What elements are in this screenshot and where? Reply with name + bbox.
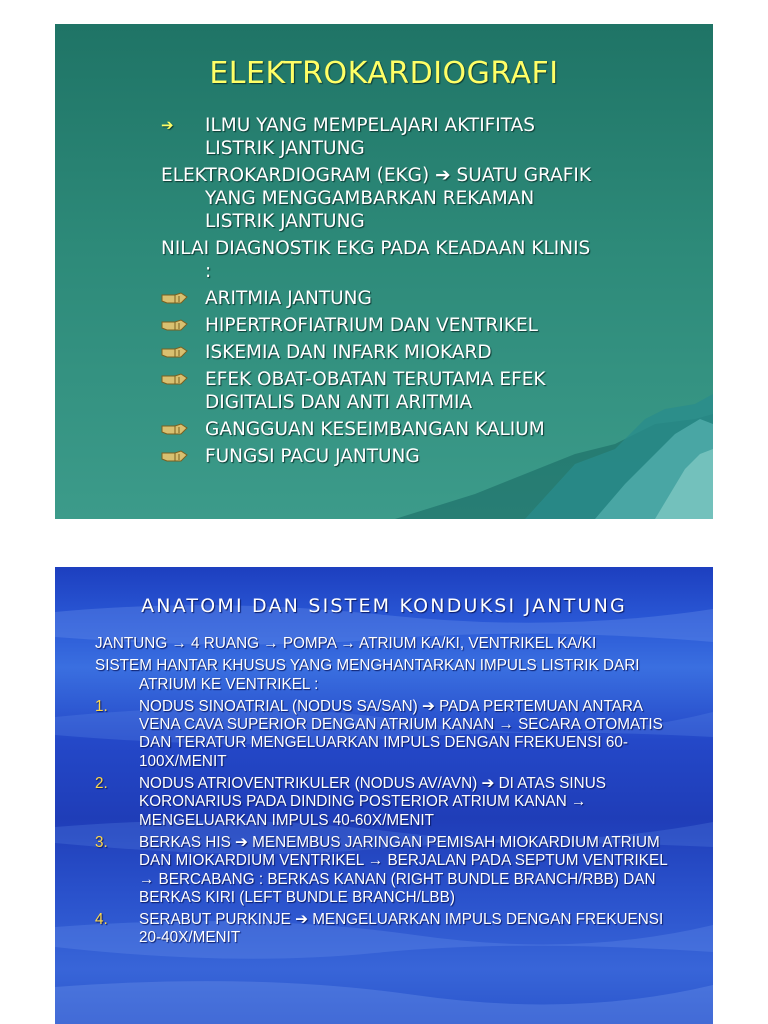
list-item — [161, 314, 601, 337]
list-item: ELEKTROKARDIOGRAM (EKG) ➔ SUATU GRAFIK YANG MENGGAMBARKAN REKAMAN LISTRIK JANTUNG — [161, 165, 592, 232]
paragraph: SISTEM HANTAR KHUSUS YANG MENGHANTARKAN IMPULS LISTRIK DARI ATRIUM KE VENTRIKEL : — [95, 657, 640, 693]
list-item-text: ILMU YANG MEMPELAJARI AKTIFITAS LISTRIK JANTUNG — [205, 115, 536, 159]
pointing-hand-icon — [161, 291, 189, 305]
slide-title: ANATOMI DAN SISTEM KONDUKSI JANTUNG — [141, 595, 627, 617]
pointing-hand-icon — [161, 422, 189, 436]
arrow-bullet-icon: ➔ — [161, 116, 174, 134]
item-text: NODUS ATRIOVENTRIKULER (NODUS AV/AVN) ➔ DI ATAS SINUS KORONARIUS PADA DINDING POSTERIOR ATRIUM KANAN → MENGELUARKAN IMPULS 40-60X/MENIT — [139, 775, 606, 829]
slide-body — [95, 635, 685, 952]
pointing-hand-icon — [161, 345, 189, 359]
slide-elektrokardiografi — [55, 24, 713, 519]
list-item — [161, 445, 601, 468]
list-item-text: ARITMIA JANTUNG — [205, 288, 372, 309]
list-item-text: ISKEMIA DAN INFARK MIOKARD — [205, 342, 492, 363]
item-text: BERKAS HIS ➔ MENEMBUS JARINGAN PEMISAH MIOKARDIUM ATRIUM DAN MIOKARDIUM VENTRIKEL → BERJALAN PADA SEPTUM VENTRIKEL → BERCABANG : BERKAS KANAN (RIGHT BUNDLE BRANCH/RBB) DAN BERKAS KIRI (LEFT BUNDLE BRANCH/LBB) — [139, 833, 668, 906]
pointing-hand-icon — [161, 372, 189, 386]
item-number: 4. — [95, 911, 108, 929]
list-item-text: EFEK OBAT-OBATAN TERUTAMA EFEK DIGITALIS DAN ANTI ARITMIA — [205, 369, 546, 413]
item-number: 1. — [95, 697, 108, 715]
item-text: SERABUT PURKINJE ➔ MENGELUARKAN IMPULS DENGAN FREKUENSI 20-40X/MENIT — [139, 911, 664, 947]
list-item — [161, 368, 601, 414]
list-item — [161, 418, 601, 441]
item-number: 2. — [95, 775, 108, 793]
pointing-hand-icon — [161, 318, 189, 332]
slide-title: ELEKTROKARDIOGRAFI — [209, 56, 559, 91]
numbered-item — [95, 834, 685, 907]
list-item-text: HIPERTROFIATRIUM DAN VENTRIKEL — [205, 315, 538, 336]
slide-anatomi-konduksi — [55, 567, 713, 1024]
list-item: NILAI DIAGNOSTIK EKG PADA KEADAAN KLINIS : — [161, 238, 591, 282]
list-item — [161, 287, 601, 310]
paragraph: JANTUNG → 4 RUANG → POMPA → ATRIUM KA/KI, VENTRIKEL KA/KI — [95, 635, 597, 652]
pointing-hand-icon — [161, 449, 189, 463]
list-item-text: GANGGUAN KESEIMBANGAN KALIUM — [205, 419, 545, 440]
slide-body — [161, 114, 601, 472]
item-text: NODUS SINOATRIAL (NODUS SA/SAN) ➔ PADA PERTEMUAN ANTARA VENA CAVA SUPERIOR DENGAN ATRIUM KANAN → SECARA OTOMATIS DAN TERATUR MENGELUARKAN IMPULS DENGAN FREKUENSI 60-100X/MENIT — [139, 697, 663, 770]
list-item — [161, 114, 601, 160]
numbered-item — [95, 775, 685, 830]
list-item — [161, 341, 601, 364]
list-item-text: FUNGSI PACU JANTUNG — [205, 446, 420, 467]
numbered-item — [95, 698, 685, 771]
numbered-item — [95, 911, 685, 948]
item-number: 3. — [95, 833, 108, 851]
